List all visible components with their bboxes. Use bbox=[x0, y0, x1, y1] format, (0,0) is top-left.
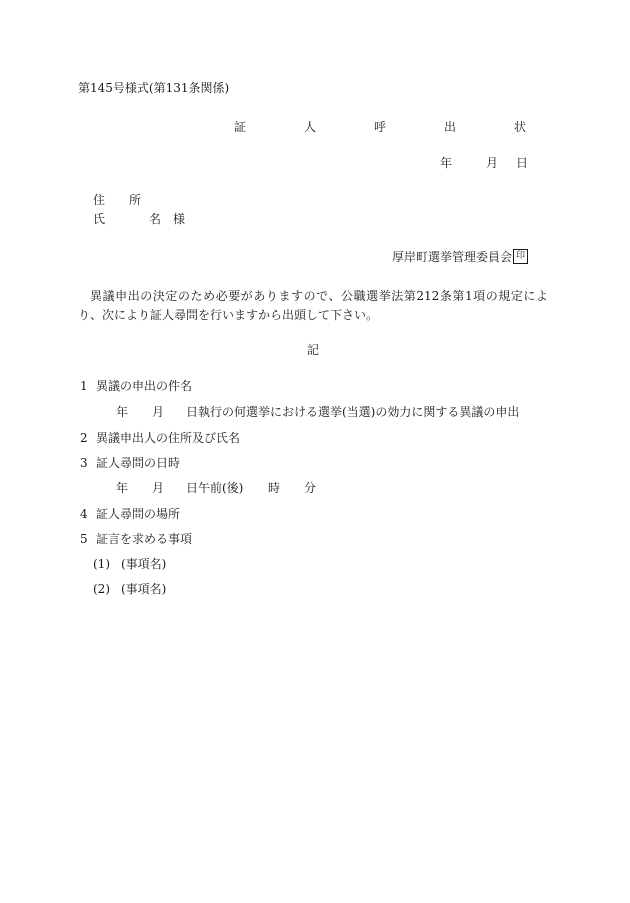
date-line bbox=[440, 156, 528, 170]
list-item bbox=[80, 507, 180, 521]
item-number: 5 bbox=[80, 532, 88, 546]
item-number: 1 bbox=[80, 379, 88, 393]
date-year: 年 bbox=[440, 156, 453, 170]
date-day: 日 bbox=[516, 156, 529, 170]
sub-item-label: (事項名) bbox=[121, 557, 167, 571]
sub-item-number: (2) bbox=[93, 582, 110, 596]
item1-detail bbox=[116, 405, 519, 419]
item-number: 2 bbox=[80, 431, 88, 445]
item3-detail bbox=[116, 481, 316, 495]
document-title: 証 人 呼 出 状 bbox=[234, 120, 550, 134]
list-item bbox=[80, 456, 180, 470]
item3-month: 月 bbox=[152, 481, 165, 495]
item1-month: 月 bbox=[152, 405, 165, 419]
item3-hour: 時 bbox=[268, 481, 281, 495]
item3-day: 日午前(後) bbox=[186, 481, 244, 495]
name-label-2: 名 bbox=[149, 212, 162, 226]
list-item bbox=[80, 532, 192, 546]
item-label: 証人尋問の場所 bbox=[96, 507, 181, 521]
list-item bbox=[80, 431, 240, 445]
issuer bbox=[392, 249, 528, 264]
ki-heading: 記 bbox=[307, 343, 320, 357]
seal-mark: 印 bbox=[513, 249, 528, 264]
item-number: 3 bbox=[80, 456, 88, 470]
body-text: 異議申出の決定のため必要がありますので、公職選挙法第212条第1項の規定により、次により証人尋問を行いますから出頭して下さい。 bbox=[78, 289, 548, 322]
list-item bbox=[80, 379, 192, 393]
item3-minute: 分 bbox=[304, 481, 317, 495]
name-label-1: 氏 bbox=[93, 212, 106, 226]
sub-item-number: (1) bbox=[93, 557, 110, 571]
item1-year: 年 bbox=[116, 405, 129, 419]
date-month: 月 bbox=[486, 156, 499, 170]
item-label: 証言を求める事項 bbox=[96, 532, 193, 546]
item3-year: 年 bbox=[116, 481, 129, 495]
name-label bbox=[93, 212, 185, 226]
issuer-name: 厚岸町選挙管理委員会 bbox=[392, 249, 513, 264]
sub-item bbox=[93, 557, 166, 571]
item-label: 異議の申出の件名 bbox=[96, 379, 193, 393]
sub-item-label: (事項名) bbox=[121, 582, 167, 596]
name-suffix: 様 bbox=[173, 212, 186, 226]
item-label: 証人尋問の日時 bbox=[96, 456, 181, 470]
sub-item bbox=[93, 582, 166, 596]
address-label: 住 所 bbox=[93, 193, 148, 207]
form-number: 第145号様式(第131条関係) bbox=[78, 81, 230, 95]
item-label: 異議申出人の住所及び氏名 bbox=[96, 431, 241, 445]
item-number: 4 bbox=[80, 507, 88, 521]
item1-text: 日執行の何選挙における選挙(当選)の効力に関する異議の申出 bbox=[186, 405, 520, 419]
